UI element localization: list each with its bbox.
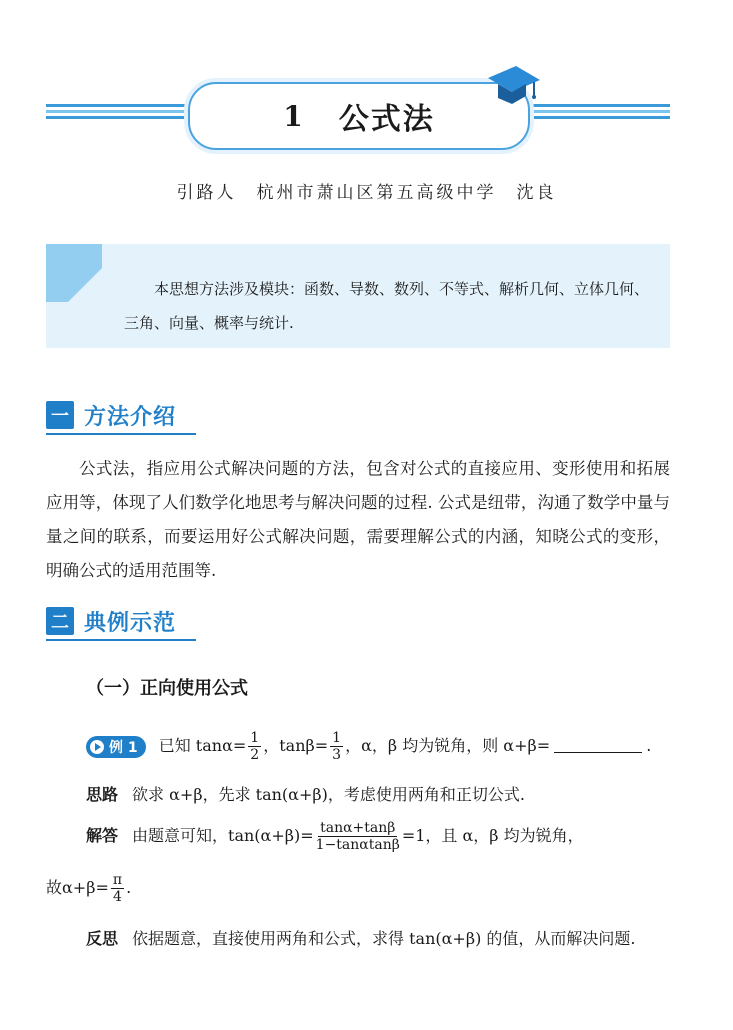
section-badge: 二: [46, 607, 74, 635]
author-line: 引路人 杭州市萧山区第五高级中学 沈良: [176, 183, 557, 203]
subsection-title: （一）正向使用公式: [86, 678, 248, 699]
module-summary-text: 本思想方法涉及模块：函数、导数、数列、不等式、解析几何、立体几何、三角、向量、概率与统计.: [124, 280, 650, 332]
banner-stripes-left: [46, 104, 188, 118]
section-heading-examples: [46, 604, 176, 638]
section-title: 典例示范: [84, 610, 177, 636]
section-title: 方法介绍: [84, 404, 177, 430]
reflect-text: 依据题意，直接使用两角和公式，求得 tan(α+β) 的值，从而解决问题.: [132, 929, 636, 948]
example-question: 例 1 已知 tanα= $\frac{1}{2}$ ，tanβ= $\frac{1}{3}$ ，α，β 均为锐角，则 α+β= .: [86, 730, 651, 763]
section-underline: [46, 639, 196, 641]
chapter-title-banner: [188, 82, 530, 150]
reflection-paragraph: [46, 922, 670, 956]
method-intro-paragraph: 公式法，指应用公式解决问题的方法，包含对公式的直接应用、变形使用和拓展应用等，体现了人们数学化地思考与解决问题的过程. 公式是纽带，沟通了数学中量与量之间的联系，而要运用好公式解决问题，需要理解公式的内涵，知晓公式的变形，明确公式的适用范围等.: [46, 459, 670, 580]
idea-text: 欲求 α+β，先求 tan(α+β)，考虑使用两角和正切公式.: [132, 785, 525, 804]
answer-label: 解答: [86, 826, 119, 845]
play-icon: [90, 740, 104, 754]
answer-line: 解答 由题意可知，tan(α+β)= $\frac{\tan\alpha+\tan\beta}{1-\tan\alpha\tan\beta}$ =1，且 α，β 均为锐角，: [86, 820, 584, 853]
idea-label: 思路: [86, 785, 119, 804]
example-tag: 例 1: [86, 736, 146, 758]
graduation-cap-icon: [486, 64, 542, 110]
banner-stripes-right: [528, 104, 670, 118]
section-heading-method: [46, 398, 176, 432]
idea-line: [86, 782, 525, 805]
answer-conclusion: 故α+β= $\frac{\pi}{4}$ .: [46, 872, 132, 905]
chapter-number: 1: [283, 99, 303, 133]
module-summary-box: [46, 244, 670, 348]
section-underline: [46, 433, 196, 435]
chapter-title: 公式法: [338, 102, 435, 137]
section-badge: 一: [46, 401, 74, 429]
reflect-label: 反思: [86, 929, 119, 948]
answer-blank: [554, 752, 642, 753]
